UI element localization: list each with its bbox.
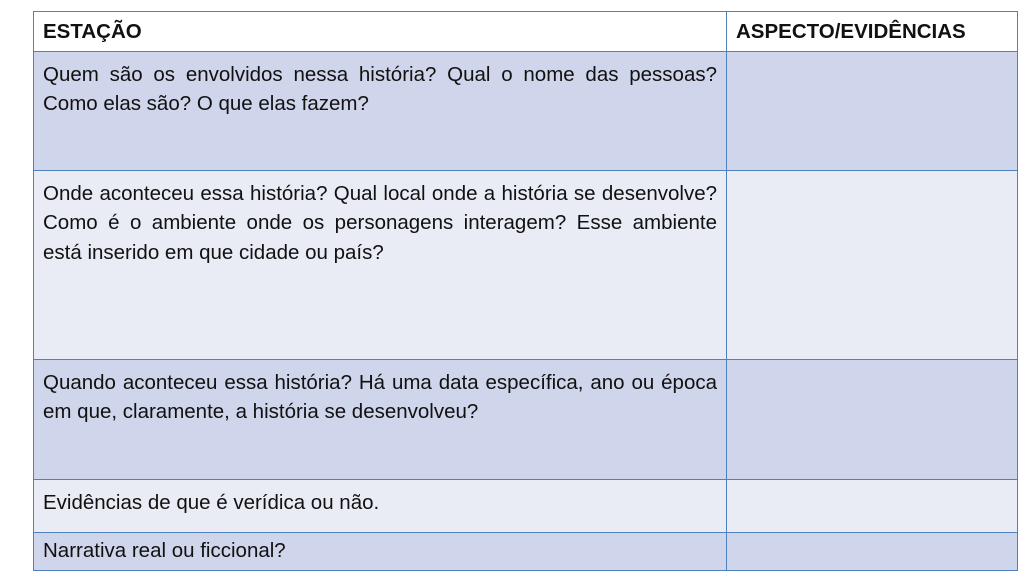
station-cell: Onde aconteceu essa história? Qual local onde a história se desenvolve? Como é o ambiente onde os personagens interagem? Esse ambiente está inserido em que cidade ou país? xyxy=(34,170,727,359)
header-estacao: ESTAÇÃO xyxy=(34,12,727,52)
station-cell: Quem são os envolvidos nessa história? Qual o nome das pessoas? Como elas são? O que elas fazem? xyxy=(34,51,727,170)
table-row xyxy=(34,51,1018,170)
table-header-row xyxy=(34,12,1018,52)
evidence-cell[interactable] xyxy=(727,479,1018,532)
table-row xyxy=(34,170,1018,359)
header-aspecto-evidencias: ASPECTO/EVIDÊNCIAS xyxy=(727,12,1018,52)
table-row xyxy=(34,359,1018,479)
station-table xyxy=(33,11,1018,571)
station-cell: Evidências de que é verídica ou não. xyxy=(34,479,727,532)
evidence-cell[interactable] xyxy=(727,170,1018,359)
station-cell: Quando aconteceu essa história? Há uma data específica, ano ou época em que, claramente, a história se desenvolveu? xyxy=(34,359,727,479)
table-row xyxy=(34,532,1018,570)
table-row xyxy=(34,479,1018,532)
evidence-cell[interactable] xyxy=(727,532,1018,570)
station-cell: Narrativa real ou ficcional? xyxy=(34,532,727,570)
evidence-cell[interactable] xyxy=(727,359,1018,479)
evidence-cell[interactable] xyxy=(727,51,1018,170)
